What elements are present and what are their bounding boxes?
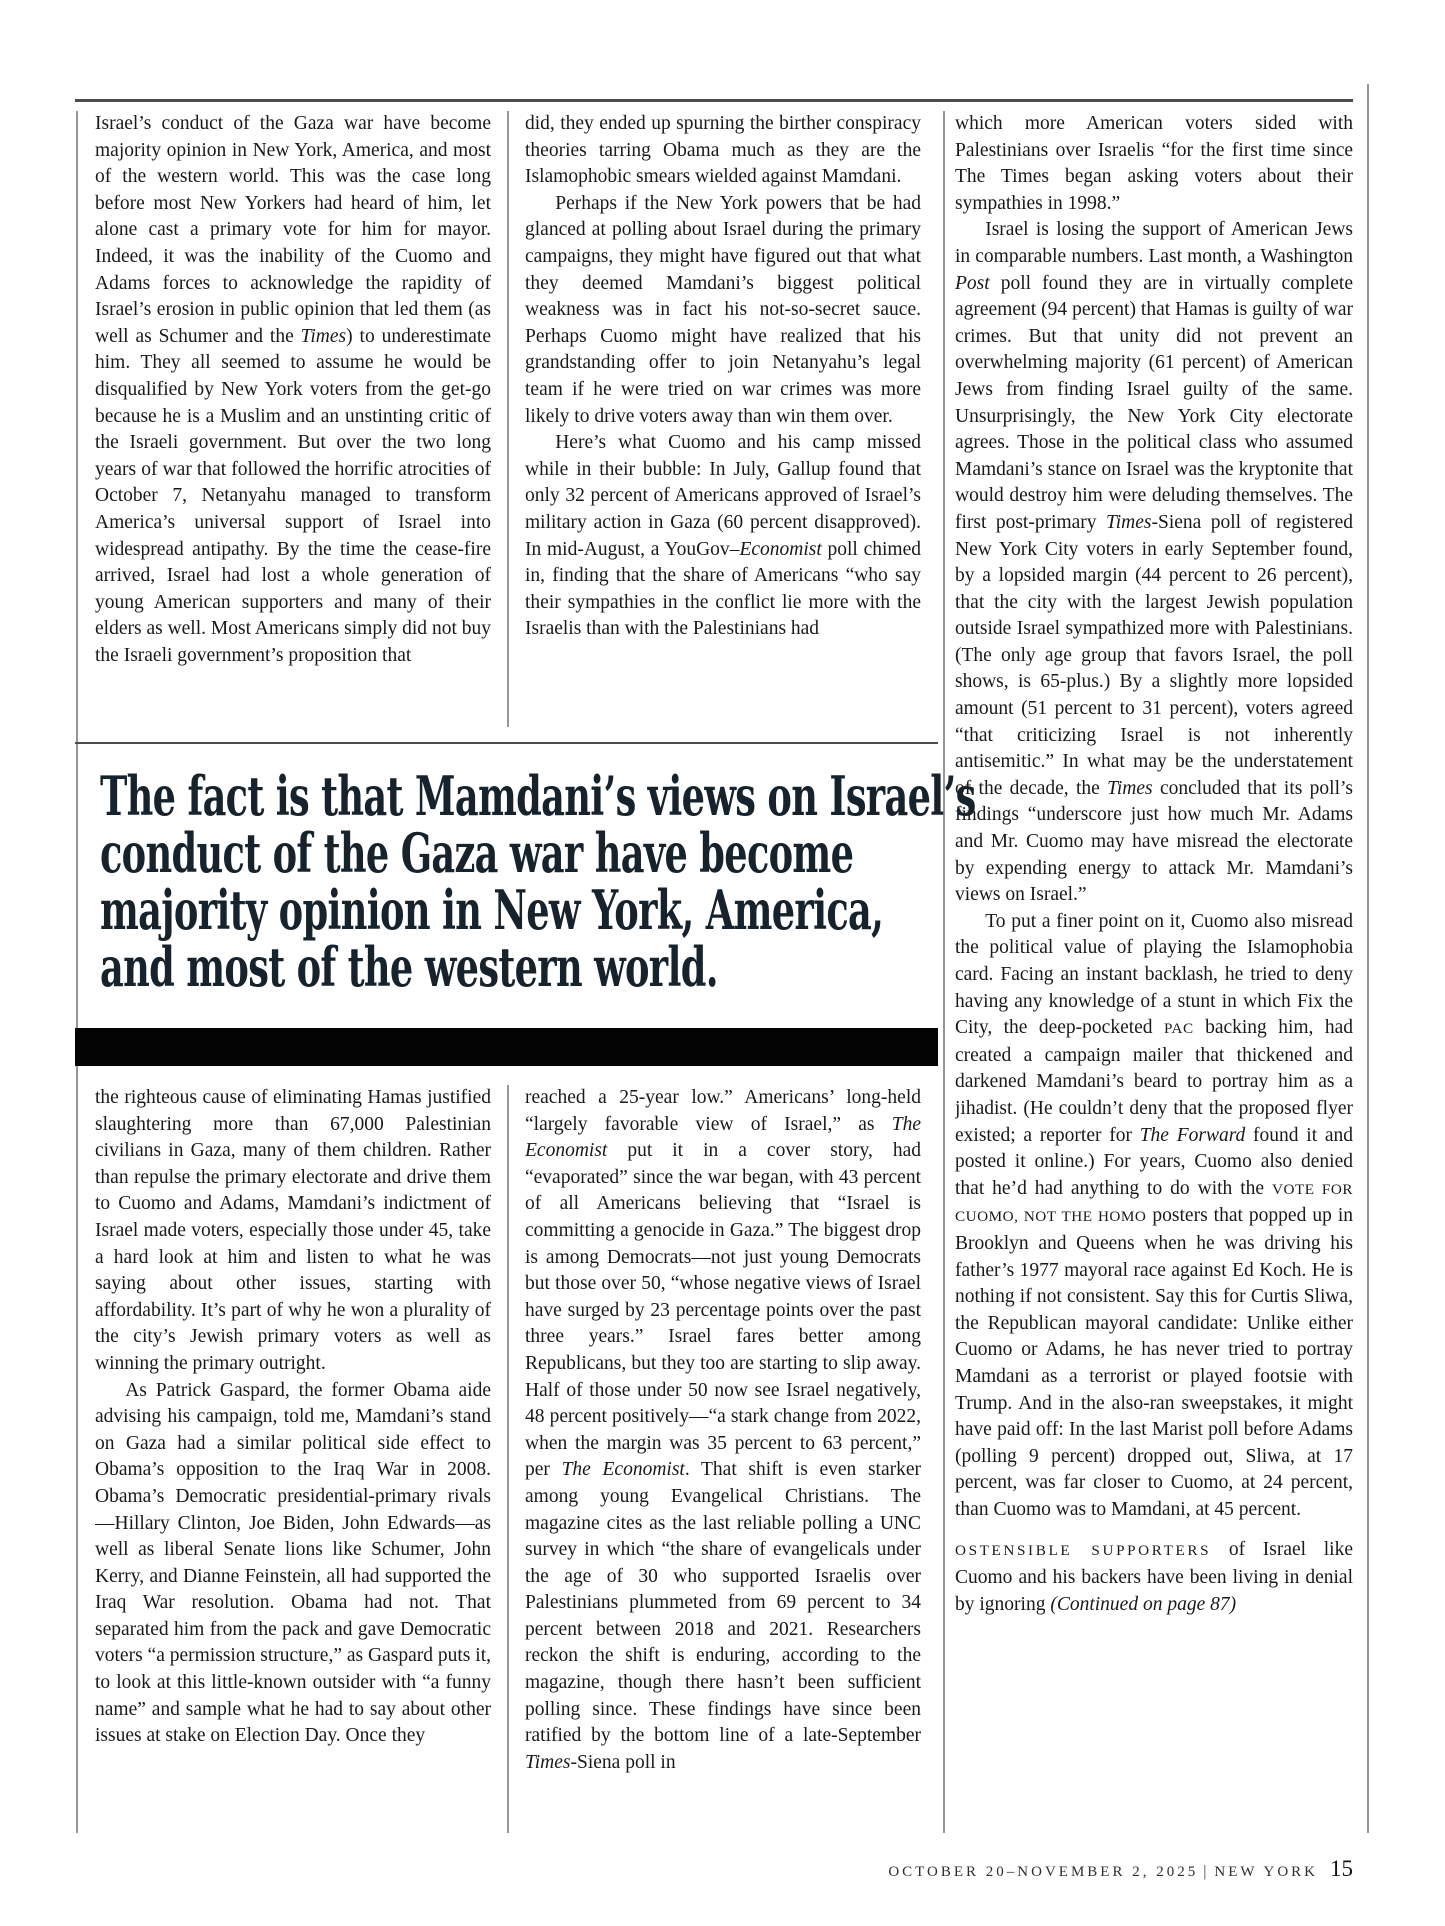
top-rule	[75, 99, 1353, 102]
text-segment: Times	[525, 1751, 571, 1773]
text-segment: The Economist	[561, 1459, 685, 1481]
text-segment: posters that popped up in Brooklyn and Queens when he was driving his father’s 1977 mayoral race against Ed Koch. He is nothing if not consistent. Say this for Curtis Sliwa, the Republican mayoral candidate: Unlike either Cuomo or Adams, he has never tried to portray Mamdani as a terrorist or played footsie with Trump. And in the also-ran sweepstakes, it might have paid off: In the last Marist poll before Adams (polling 9 percent) dropped out, Sliwa, at 17 percent, was far closer to Cuomo, at 24 percent, than Cuomo was to Mamdani, at 45 percent.	[955, 1205, 1353, 1520]
article-column-2-top	[525, 111, 921, 733]
text-segment: Economist	[739, 538, 822, 560]
paragraph	[525, 191, 921, 430]
paragraph	[95, 1378, 491, 1750]
paragraph	[525, 111, 921, 191]
text-segment: PAC	[1163, 1020, 1194, 1038]
text-segment: -Siena poll of registered New York City voters in early September found, by a lopsided margin (44 percent to 26 percent), that the city with the largest Jewish population outside Israel sympathized more with Palestinians. (The only age group that favors Israel, the poll shows, is 65-plus.) By a slightly more lopsided amount (51 percent to 31 percent), voters agreed “that criticizing Israel is not inherently antisemitic.” In what may be the understatement of the decade, the	[955, 511, 1353, 799]
paragraph	[95, 1085, 491, 1378]
column-divider-1-2-top	[507, 111, 509, 727]
text-segment: OSTENSIBLE SUPPORTERS	[955, 1542, 1212, 1560]
text-segment: Times	[1107, 777, 1153, 799]
pull-quote-line: conduct of the Gaza war have become	[100, 821, 854, 885]
column-divider-1-2-bottom	[507, 1085, 509, 1833]
text-segment: poll found they are in virtually complete agreement (94 percent) that Hamas is guilty of war crimes. But that unity did not prevent an overwhelming majority (61 percent) of American Jews from finding Israel guilty of the same. Unsurprisingly, the New York City electorate agrees. Those in the political class who assumed Mamdani’s stance on Israel was the kryptonite that would destroy him were deluding themselves. The first post-primary	[955, 272, 1353, 533]
pull-quote	[100, 764, 1340, 999]
text-segment: concluded that its poll’s findings “underscore just how much Mr. Adams and Mr. Cuomo may have misread the electorate by expending energy to attack Mr. Mamdani’s views on Israel.”	[955, 777, 1353, 906]
text-segment: of Israel like Cuomo and his backers have been living in denial by ignoring	[955, 1539, 1353, 1615]
footer-issue-dates: OCTOBER 20–NOVEMBER 2, 2025	[888, 1864, 1199, 1880]
paragraph	[955, 909, 1353, 1524]
text-segment: Times	[300, 325, 347, 347]
page-footer	[888, 1856, 1353, 1882]
text-segment: The Forward	[1139, 1124, 1246, 1146]
text-segment: Post	[955, 272, 990, 294]
text-segment: which more American voters sided with Palestinians over Israelis “for the first time since The Times began asking voters about their sympathies in 1998.”	[955, 113, 1353, 214]
text-segment: poll chimed in, finding that the share of Americans “who say their sympathies in the conflict lie more with the Israelis than with the Palestinians had	[525, 538, 921, 640]
right-page-rule	[1367, 84, 1369, 1833]
paragraph	[525, 430, 921, 643]
left-column-rule	[76, 111, 78, 1833]
article-column-1-top	[95, 111, 491, 733]
text-segment: . That shift is even starker among young Evangelical Christians. The magazine cites as the last reliable polling a UNC survey in which “the share of evangelicals under the age of 30 who supported Israelis over Palestinians plummeted from 69 percent to 34 percent between 2018 and 2021. Researchers reckon the shift is enduring, according to the magazine, though there hasn’t been sufficient polling since. These findings have since been ratified by the bottom line of a late-September	[525, 1459, 921, 1747]
text-segment: ) to underestimate him. They all seemed to assume he would be disqualified by New York voters from the get-go because he is a Muslim and an unstinting critic of the Israeli government. But over the two long years of war that followed the horrific atrocities of October 7, Netanyahu managed to transform America’s universal support of Israel into widespread antipathy. By the time the cease-fire arrived, Israel had lost a whole generation of young American supporters and many of their elders as well. Most Americans simply did not buy the Israeli government’s proposition that	[95, 325, 491, 666]
paragraph	[95, 111, 491, 669]
article-column-2-bottom	[525, 1085, 921, 1845]
text-segment: Israel’s conduct of the Gaza war have become majority opinion in New York, America, and most of the western world. This was the case long before most New Yorkers had heard of him, let alone cast a primary vote for him for mayor. Indeed, it was the inability of the Cuomo and Adams forces to acknowledge the rapidity of Israel’s erosion in public opinion that led them (as well as Schumer and the	[95, 113, 491, 347]
text-segment: To put a finer point on it, Cuomo also misread the political value of playing the Islamophobia card. Facing an instant backlash, he tried to deny having any knowledge of a stunt in which Fix the City, the deep-pocketed	[955, 910, 1353, 1039]
article-column-1-bottom	[95, 1085, 491, 1845]
text-segment: Here’s what Cuomo and his camp missed while in their bubble: In July, Gallup found that only 32 percent of Americans approved of Israel’s military action in Gaza (60 percent disapproved). In mid-August, a YouGov–	[525, 432, 921, 560]
text-segment: did, they ended up spurning the birther conspiracy theories tarring Obama much as they are the Islamophobic smears wielded against Mamdani.	[525, 113, 921, 188]
text-segment: found it and posted it online.) For years, Cuomo also denied that he’d had anything to do with the	[955, 1124, 1353, 1199]
text-segment: the righteous cause of eliminating Hamas justified slaughtering more than 67,000 Palestinian civilians in Gaza, many of them children. Rather than repulse the primary electorate and drive them to Cuomo and Adams, Mamdani’s indictment of Israel made voters, especially those under 45, take a hard look at him and listen to what he was saying about other issues, starting with affordability. It’s part of why he won a plurality of the city’s Jewish primary voters as well as winning the primary outright.	[95, 1087, 491, 1374]
pull-quote-line: The fact is that Mamdani’s views on Israel’s	[100, 764, 976, 828]
text-segment: reached a 25-year low.” Americans’ long-held “largely favorable view of Israel,” as	[525, 1087, 921, 1135]
paragraph	[955, 1537, 1353, 1618]
text-segment: Times	[1105, 511, 1152, 533]
text-segment: -Siena poll in	[570, 1751, 676, 1773]
text-segment: The Economist	[525, 1113, 921, 1162]
paragraph	[955, 111, 1353, 217]
text-segment: As Patrick Gaspard, the former Obama aide advising his campaign, told me, Mamdani’s stand on Gaza had a similar political side effect to Obama’s opposition to the Iraq War in 2008. Obama’s Democratic presidential-primary rivals—Hillary Clinton, Joe Biden, John Edwards—as well as liberal Senate lions like Schumer, John Kerry, and Dianne Feinstein, all had supported the Iraq War resolution. Obama had not. That separated him from the pack and gave Democratic voters “a permission structure,” as Gaspard puts it, to look at this little-known outsider with “a funny name” and sample what he had to say about other issues at stake on Election Day. Once they	[95, 1379, 491, 1747]
mid-section-rule	[75, 742, 938, 744]
text-segment: Perhaps if the New York powers that be had glanced at polling about Israel during the primary campaigns, they might have figured out that what they deemed Mamdani’s biggest political weakness was in fact his not-so-secret sauce. Perhaps Cuomo might have realized that his grandstanding offer to join Netanyahu’s legal team if he were tried on war crimes was more likely to drive voters away than win them over.	[525, 192, 921, 427]
text-segment: Israel is losing the support of American Jews in comparable numbers. Last month, a Washington	[955, 219, 1353, 267]
footer-separator: |	[1203, 1863, 1207, 1880]
pull-quote-line: and most of the western world.	[100, 935, 718, 999]
black-separator-bar	[75, 1028, 938, 1066]
text-segment: (Continued on page 87)	[1050, 1593, 1237, 1615]
text-segment: VOTE FOR CUOMO, NOT THE HOMO	[955, 1180, 1353, 1226]
text-segment: backing him, had created a campaign mailer that thickened and darkened Mamdani’s beard to portray him as a jihadist. (He couldn’t deny that the proposed flyer existed; a reporter for	[955, 1017, 1353, 1146]
paragraph	[525, 1085, 921, 1776]
footer-brand: NEW YORK	[1214, 1864, 1318, 1880]
pull-quote-line: majority opinion in New York, America,	[100, 878, 884, 942]
footer-page-number: 15	[1330, 1856, 1353, 1881]
text-segment: put it in a cover story, had “evaporated” since the war began, with 43 percent of all Americans believing that “Israel is committing a genocide in Gaza.” The biggest drop is among Democrats—not just young Democrats but those over 50, “whose negative views of Israel have surged by 23 percentage points over the past three years.” Israel fares better among Republicans, but they too are starting to slip away. Half of those under 50 now see Israel negatively, 48 percent positively—“a stark change from 2022, when the margin was 35 percent to 63 percent,” per	[525, 1140, 921, 1481]
